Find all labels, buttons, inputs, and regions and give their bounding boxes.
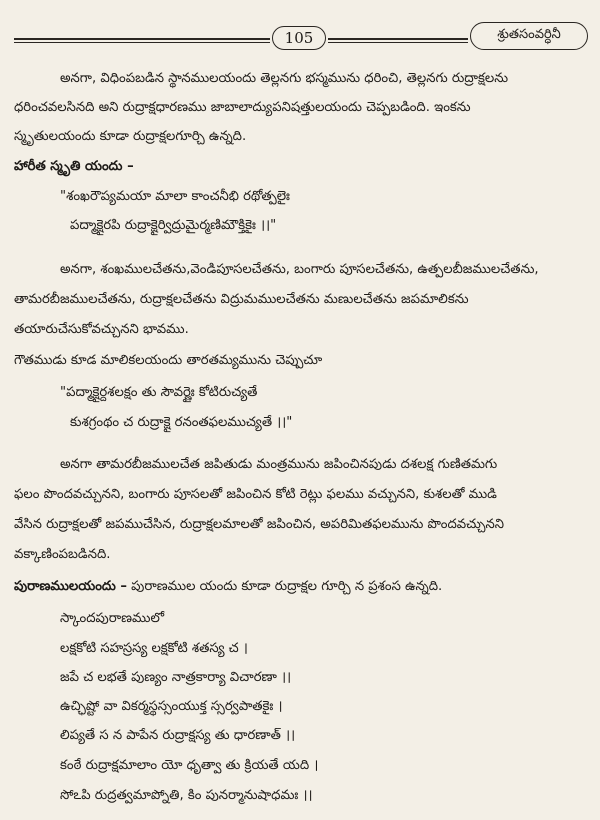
body-line: తయారుచేసుకోవచ్చునని భావము. bbox=[14, 322, 189, 337]
verse-line: జపే చ లభతే పుణ్యం నాత్రకార్యా విచారణా ।। bbox=[60, 670, 292, 685]
body-line: అనగా తామరబీజములచేత జపితుడు మంత్రమును జపించినపుడు దశలక్ష గుణితమగు bbox=[60, 457, 498, 472]
body-line: స్కాందపురాణములో bbox=[60, 611, 165, 626]
verse-line: పద్మాక్షైరపి రుద్రాక్షైర్విద్రుమైర్మణిమౌక్తికైః ।।" bbox=[70, 218, 277, 233]
verse-line: "శంఖరౌప్యమయా మాలా కాంచనీభి రథోత్పలైః bbox=[60, 189, 290, 204]
verse-line: "పద్మాక్షైర్దశలక్షం తు సౌవర్ణైః కోటిరుచ్యతే bbox=[60, 385, 258, 400]
body-line: అనగా, విధింపబడిన స్థానములయందు తెల్లనగు భస్మమును ధరించి, తెల్లనగు రుద్రాక్షలను bbox=[60, 71, 509, 86]
section-heading: హారీత స్మృతి యందు – bbox=[14, 159, 134, 174]
header-rule bbox=[14, 38, 270, 40]
body-line: అనగా, శంఖములచేతను,వెండిపూసలచేతను, బంగారు పూసలచేతను, ఉత్పలబీజములచేతను, bbox=[60, 262, 539, 277]
body-text: పురాణముల యందు కూడా రుద్రాక్షల గూర్చి న ప్రశంస ఉన్నది. bbox=[126, 579, 443, 594]
verse-line: లక్షకోటి సహస్రస్య లక్షకోటి శతస్య చ । bbox=[60, 641, 248, 656]
book-title: శ్రుతసంవర్ధినీ bbox=[470, 22, 588, 50]
verse-line: ఉచ్ఛిష్టో వా వికర్మస్థస్సంయుక్త స్సర్వపాతకైః । bbox=[60, 699, 283, 714]
body-line: గౌతముడు కూడ మాలికలయందు తారతమ్యమును చెప్పుచూ bbox=[14, 353, 323, 368]
verse-line: లిప్యతే స న పాపేన రుద్రాక్షస్య తు ధారణాత్ ।। bbox=[60, 728, 296, 743]
verse-line: కుశగ్రంథం చ రుద్రాక్షై రనంతఫలముచ్యతే ।।" bbox=[70, 415, 293, 430]
body-line: ఫలం పొందవచ్చునని, బంగారు పూసలతో జపించిన కోటి రెట్లు ఫలము వచ్చునని, కుశలతో ముడి bbox=[14, 487, 497, 502]
section-heading-line bbox=[14, 580, 442, 593]
body-line: ధరించవలసినది అని రుద్రాక్షధారణము జాబాలాద్యుపనిషత్తులయందు చెప్పబడింది. ఇంకను bbox=[14, 100, 471, 115]
body-line: వేసిన రుద్రాక్షలతో జపముచేసిన, రుద్రాక్షలమాలతో జపించిన, అపరిమితఫలమును పొందవచ్చునని bbox=[14, 517, 505, 532]
section-heading: పురాణములయందు – bbox=[14, 579, 127, 594]
header-rule bbox=[328, 38, 468, 40]
body-line: వక్కాణింపబడినది. bbox=[14, 547, 111, 562]
body-line: తామరబీజములచేతను, రుద్రాక్షలచేతను విద్రుమములచేతను మణులచేతను జపమాలికను bbox=[14, 292, 469, 307]
body-line: స్మృతులయందు కూడా రుద్రాక్షలగూర్చి ఉన్నది. bbox=[14, 129, 247, 144]
verse-line: సోఽపి రుద్రత్వమాప్నోతి, కిం పునర్మానుషాధమః ।। bbox=[60, 788, 313, 803]
header-rule bbox=[328, 42, 468, 43]
verse-line: కంఠే రుద్రాక్షమాలాం యో ధృత్వా తు క్రియతే యది । bbox=[60, 758, 319, 773]
header-rule bbox=[14, 42, 270, 43]
page-number: 105 bbox=[272, 26, 326, 50]
